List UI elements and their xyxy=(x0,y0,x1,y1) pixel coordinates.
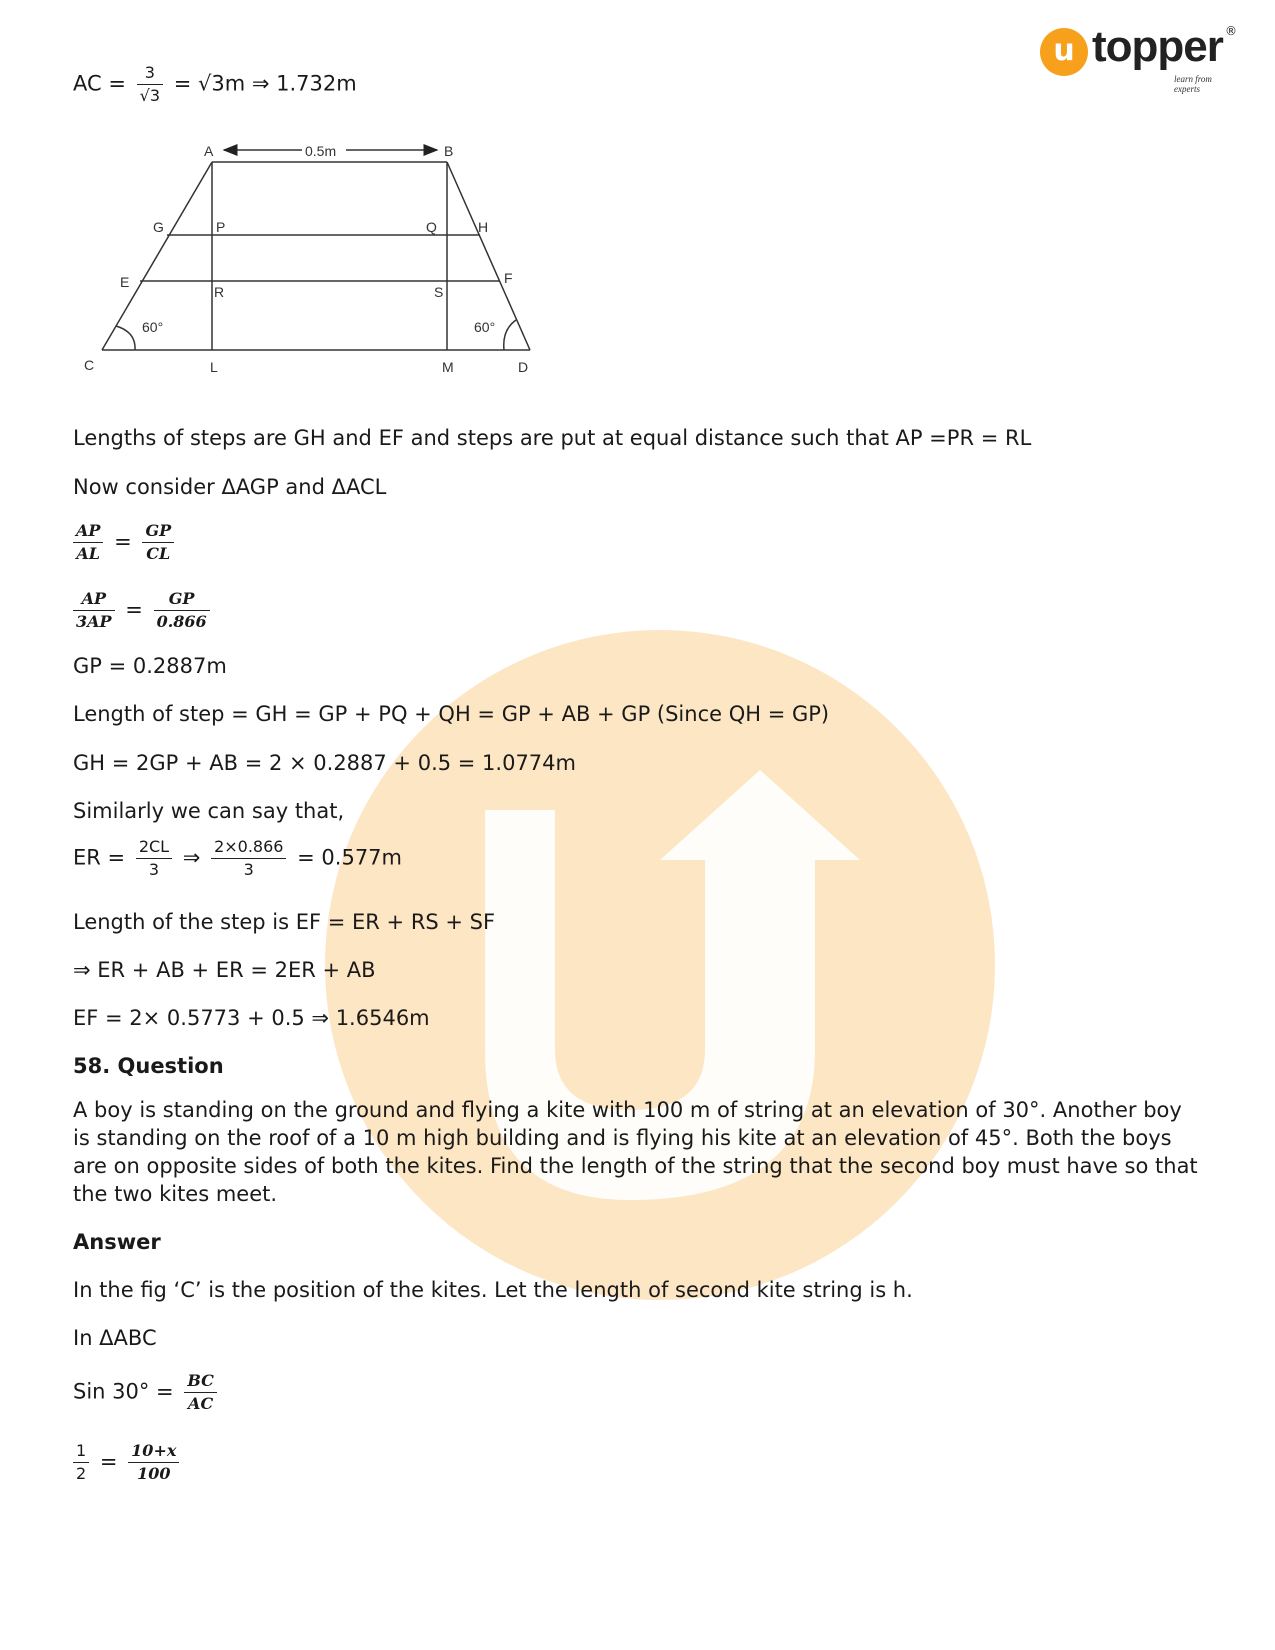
ratio-1 xyxy=(73,520,178,565)
logo-mark: u xyxy=(1053,33,1075,68)
logo-registered: ® xyxy=(1225,24,1237,38)
figure-text: In the fig ‘C’ is the position of the kites. Let the length of second kite string is h. xyxy=(73,1278,913,1302)
final-fraction-2 xyxy=(128,1440,179,1485)
label-e: E xyxy=(120,274,130,290)
er-num-2: 2×0.866 xyxy=(211,836,286,859)
similarly-text: Similarly we can say that, xyxy=(73,799,345,823)
er-fraction-1 xyxy=(136,836,172,881)
final-num-1: 1 xyxy=(73,1440,89,1463)
ratio-1-num-1: AP xyxy=(73,520,103,543)
label-top-length: 0.5m xyxy=(305,143,337,159)
label-d: D xyxy=(518,359,529,375)
ef-substitution: ⇒ ER + AB + ER = 2ER + AB xyxy=(73,958,376,982)
final-den-1: 2 xyxy=(76,1464,87,1483)
logo-name: topper xyxy=(1092,22,1223,71)
angle-arc-right xyxy=(504,320,516,350)
sin-den: AC xyxy=(188,1394,214,1413)
ac-prefix: AC = xyxy=(73,71,126,96)
er-prefix: ER = xyxy=(73,845,126,870)
label-c: C xyxy=(84,357,95,373)
ratio-2-den-1: 3AP xyxy=(76,612,112,631)
gh-value: GH = 2GP + AB = 2 × 0.2887 + 0.5 = 1.0774m xyxy=(73,751,576,775)
toppr-logo xyxy=(1040,22,1240,92)
er-den-1: 3 xyxy=(148,860,160,879)
label-q: Q xyxy=(426,219,437,235)
steps-text: Lengths of steps are GH and EF and steps are put at equal distance such that AP =PR = RL xyxy=(73,426,1032,450)
ef-length: Length of the step is EF = ER + RS + SF xyxy=(73,910,496,934)
final-num-2: 10+x xyxy=(128,1440,179,1463)
label-s: S xyxy=(434,284,444,300)
ratio-1-den-2: CL xyxy=(146,544,171,563)
label-f: F xyxy=(504,270,513,286)
answer-heading: Answer xyxy=(73,1230,161,1254)
sin-equation xyxy=(73,1370,221,1415)
ratio-2-right xyxy=(154,588,210,633)
in-abc: In ΔABC xyxy=(73,1326,157,1350)
ac-numerator: 3 xyxy=(137,62,163,85)
final-den-2: 100 xyxy=(137,1464,171,1483)
logo-tagline: learn from experts xyxy=(1174,74,1212,94)
ratio-1-num-2: GP xyxy=(142,520,174,543)
ratio-2-left xyxy=(73,588,115,633)
label-r: R xyxy=(214,284,225,300)
ratio-2 xyxy=(73,588,214,633)
er-num-1: 2CL xyxy=(136,836,172,859)
label-h: H xyxy=(478,219,489,235)
sin-prefix: Sin 30° = xyxy=(73,1379,174,1404)
question-58-heading: 58. Question xyxy=(73,1054,224,1078)
gp-value: GP = 0.2887m xyxy=(73,654,227,678)
ladder-diagram xyxy=(80,140,550,390)
er-arrow: ⇒ xyxy=(182,845,201,870)
ef-value: EF = 2× 0.5773 + 0.5 ⇒ 1.6546m xyxy=(73,1006,430,1030)
consider-text: Now consider ΔAGP and ΔACL xyxy=(73,475,387,499)
label-a: A xyxy=(204,143,214,159)
sin-num: BC xyxy=(184,1370,217,1393)
ratio-2-num-2: GP xyxy=(154,588,210,611)
ratio-1-eq: = xyxy=(114,529,132,554)
ac-result: = √3m ⇒ 1.732m xyxy=(173,71,357,96)
ac-equation xyxy=(73,62,357,107)
sin-fraction xyxy=(184,1370,217,1415)
label-angle-left: 60° xyxy=(142,319,164,335)
length-of-step: Length of step = GH = GP + PQ + QH = GP + AB + GP (Since QH = GP) xyxy=(73,702,830,726)
final-eq: = xyxy=(99,1449,118,1474)
ac-denominator: √3 xyxy=(139,86,160,105)
final-fraction-1 xyxy=(73,1440,89,1485)
ratio-2-den-2: 0.866 xyxy=(156,612,207,631)
label-angle-right: 60° xyxy=(474,319,496,335)
er-equation xyxy=(73,836,402,881)
ratio-2-eq: = xyxy=(125,597,143,622)
label-p: P xyxy=(216,219,226,235)
angle-arc-left xyxy=(116,326,135,350)
label-g: G xyxy=(153,219,164,235)
label-b: B xyxy=(444,143,454,159)
label-l: L xyxy=(210,359,218,375)
question-58-text: A boy is standing on the ground and flying a kite with 100 m of string at an elevation of 30°. Another boy is standing on the roof of a 10 m high building and is flying his kite at an elevation of 45°. Both the boys are on opposite sides of both the kites. Find the length of the string that the second boy must have so that the two kites meet. xyxy=(73,1098,1198,1206)
ratio-1-right xyxy=(142,520,174,565)
ratio-1-left xyxy=(73,520,103,565)
er-result: = 0.577m xyxy=(297,845,403,870)
ac-fraction xyxy=(137,62,163,107)
ratio-1-den-1: AL xyxy=(76,544,101,563)
er-fraction-2 xyxy=(211,836,286,881)
final-equation xyxy=(73,1440,183,1485)
label-m: M xyxy=(442,359,454,375)
er-den-2: 3 xyxy=(243,860,254,879)
ratio-2-num-1: AP xyxy=(73,588,115,611)
